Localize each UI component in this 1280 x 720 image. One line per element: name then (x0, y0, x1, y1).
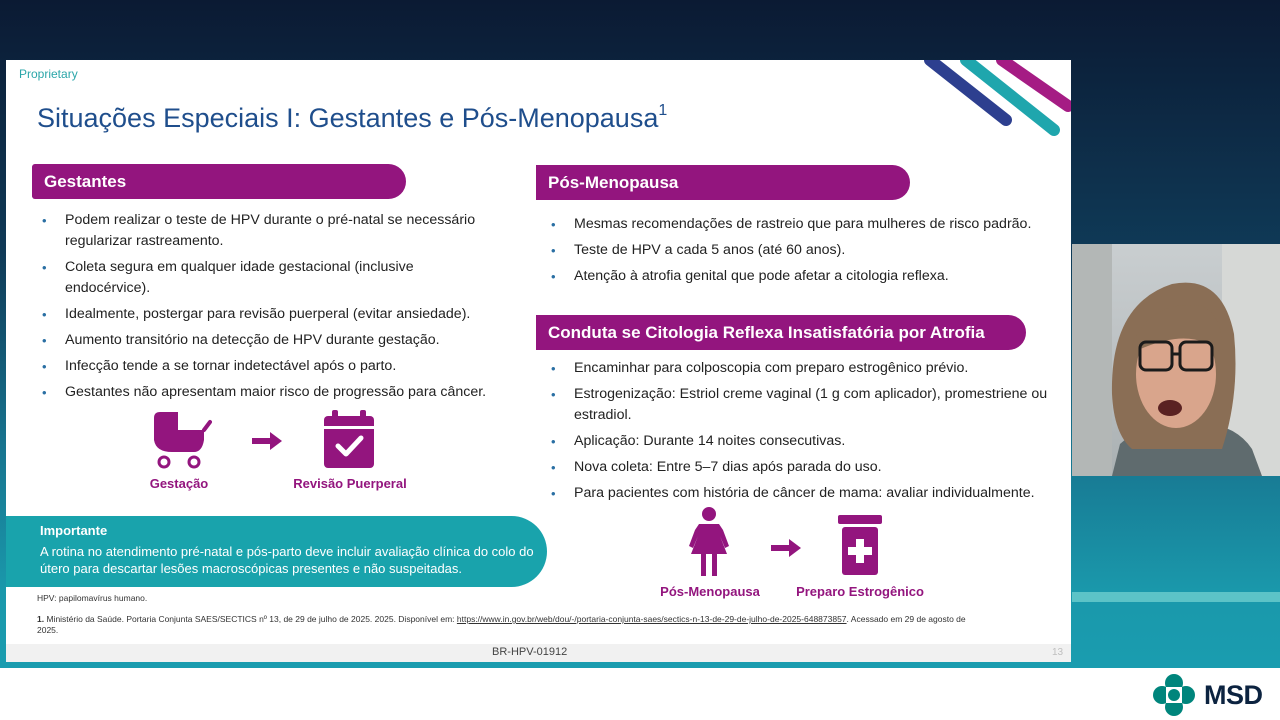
stroller-icon (150, 410, 212, 470)
arrow-right-icon (252, 432, 282, 450)
msd-logo-icon (1152, 673, 1196, 717)
important-title: Importante (40, 523, 108, 538)
list-item: • Infecção tende a se tornar indetectável após o parto. (37, 356, 497, 377)
woman-icon (687, 506, 731, 576)
reference-note (37, 614, 977, 636)
reference-link[interactable]: https://www.in.gov.br/web/dou/-/portaria-conjunta-saes/sectics-n-13-de-29-de-julho-de-2025-648873857 (456, 614, 847, 624)
list-item: • Para pacientes com história de câncer de mama: avaliar individualmente. (546, 483, 1066, 504)
page-number: 13 (1052, 647, 1064, 658)
decorative-stripes (918, 60, 1071, 142)
list-item: • Nova coleta: Entre 5–7 dias após parada do uso. (546, 457, 1066, 478)
slide-title (37, 102, 667, 134)
reference-accessed: . Acessado em 29 de agosto de 2025. (37, 614, 966, 635)
webcam-video (1072, 244, 1280, 476)
msd-logo (1152, 672, 1276, 718)
list-item: • Atenção à atrofia genital que pode afetar a citologia reflexa. (546, 266, 1066, 287)
list-item: • Teste de HPV a cada 5 anos (até 60 anos). (546, 240, 1066, 261)
bottom-bar (0, 668, 1280, 720)
gestantes-header: Gestantes (32, 164, 406, 199)
gestacao-label: Gestação (149, 476, 209, 491)
list-item: • Coleta segura em qualquer idade gestacional (inclusive endocérvice). (37, 257, 497, 299)
pos-menopausa-header: Pós-Menopausa (536, 165, 910, 200)
slide-title-text: Situações Especiais I: Gestantes e Pós-Menopausa (37, 103, 659, 133)
proprietary-label: Proprietary (19, 67, 78, 81)
important-callout (6, 516, 547, 587)
gestantes-bullet-list (37, 210, 497, 408)
reference-text: Ministério da Saúde. Portaria Conjunta SAES/SECTICS nº 13, de 29 de julho de 2025. 2025. Disponível em: (46, 614, 455, 624)
webcam-presenter (1072, 244, 1280, 476)
decor-stripe (1072, 592, 1280, 602)
medicine-jar-icon (838, 515, 882, 575)
list-item: • Aumento transitório na detecção de HPV durante gestação. (37, 330, 497, 351)
conduta-header: Conduta se Citologia Reflexa Insatisfatória por Atrofia (536, 315, 1026, 350)
list-item: • Aplicação: Durante 14 noites consecutivas. (546, 431, 1066, 452)
pos-menopausa-label: Pós-Menopausa (660, 584, 760, 599)
list-item: • Gestantes não apresentam maior risco de progressão para câncer. (37, 382, 497, 403)
revisao-puerperal-label: Revisão Puerperal (293, 476, 407, 491)
document-code: BR-HPV-01912 (492, 646, 568, 658)
presentation-slide (6, 60, 1071, 662)
reference-number: 1. (37, 614, 45, 624)
list-item: • Encaminhar para colposcopia com preparo estrogênico prévio. (546, 358, 1066, 379)
slide-title-superscript: 1 (658, 102, 668, 119)
important-text: A rotina no atendimento pré-natal e pós-parto deve incluir avaliação clínica do colo do útero para descartar lesões macroscópicas presentes e não suspeitadas. (40, 544, 534, 576)
arrow-right-icon (771, 539, 801, 557)
preparo-estrogenico-label: Preparo Estrogênico (796, 584, 924, 599)
list-item: • Idealmente, postergar para revisão puerperal (evitar ansiedade). (37, 304, 497, 325)
conduta-bullet-list (546, 358, 1066, 509)
calendar-check-icon (324, 410, 374, 468)
list-item: • Mesmas recomendações de rastreio que para mulheres de risco padrão. (546, 214, 1066, 235)
list-item: • Estrogenização: Estriol creme vaginal (1 g com aplicador), promestriene ou estradiol. (546, 384, 1066, 426)
abbreviation-note: HPV: papilomavírus humano. (37, 593, 148, 603)
list-item: • Podem realizar o teste de HPV durante o pré-natal se necessário regularizar rastreamento. (37, 210, 497, 252)
pos-menopausa-bullet-list (546, 214, 1066, 292)
msd-logo-text: MSD (1204, 679, 1263, 710)
